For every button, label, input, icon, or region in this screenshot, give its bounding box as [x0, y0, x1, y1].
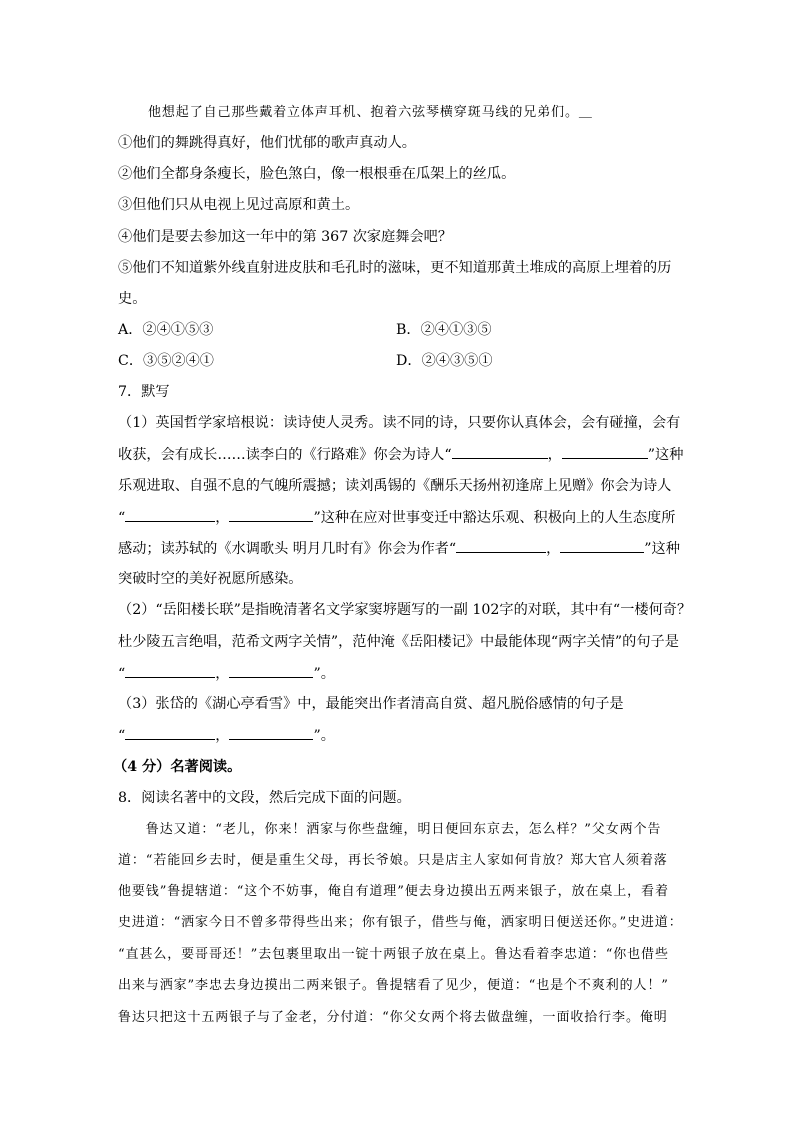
- q7-part3-line2: [118, 725, 678, 746]
- option-a: A．②④①⑤③: [118, 322, 214, 338]
- passage-line-4: 史进道：“洒家今日不曾多带得些出来；你有银子，借些与俺，洒家明日便送还你。”史进道：: [118, 915, 683, 930]
- q7-part1-line2: [118, 444, 684, 465]
- comma: ，: [215, 728, 230, 744]
- q7-part1-line2-end: ”这种: [647, 447, 684, 463]
- passage-line-5: “直甚么，要哥哥还！”去包裹里取出一锭十两银子放在桌上。鲁达看着李忠道：“你也借些: [118, 947, 669, 962]
- sentence-1: ①他们的舞跳得真好，他们忧郁的歌声真动人。: [118, 135, 416, 151]
- open-quote: “: [118, 510, 126, 526]
- q7-part1-line3: 乐观进取、自强不息的气魄所震撼；读刘禹锡的《酬乐天扬州初逢席上见赠》你会为诗人: [118, 478, 672, 494]
- q7-part1-line2-text: 收获，会有成长……读李白的《行路难》你会为诗人“: [118, 447, 452, 463]
- close-quote: ”。: [313, 666, 335, 682]
- open-quote: “: [118, 666, 126, 682]
- answer-blank[interactable]: [456, 538, 546, 553]
- comma: ，: [547, 447, 562, 463]
- question-7-title: 7．默写: [118, 384, 170, 400]
- section-heading: （4 分）名著阅读。: [113, 759, 242, 775]
- comma: ，: [546, 541, 561, 557]
- answer-blank[interactable]: [452, 444, 548, 459]
- answer-blank[interactable]: [562, 444, 648, 459]
- answer-blank[interactable]: [125, 663, 215, 678]
- sentence-3: ③但他们只从电视上见过高原和黄土。: [118, 197, 360, 213]
- answer-blank[interactable]: [229, 725, 313, 740]
- q7-part1-line6: 突破时空的美好祝愿所感染。: [118, 571, 303, 587]
- answer-blank[interactable]: [560, 538, 644, 553]
- q7-part1-line4-end: ”这种在应对世事变迁中豁达乐观、积极向上的人生态度所: [313, 510, 676, 526]
- intro-sentence: 他想起了自己那些戴着立体声耳机、抱着六弦琴横穿斑马线的兄弟们。＿: [148, 105, 593, 120]
- q7-part3-line1: （3）张岱的《湖心亭看雪》中，最能突出作者清高自赏、超凡脱俗感情的句子是: [118, 696, 624, 712]
- comma: ，: [215, 666, 230, 682]
- q7-part2-line2: 杜少陵五言绝唱，范希文两字关情”，范仲淹《岳阳楼记》中最能体现“两字关情”的句子是: [118, 634, 679, 650]
- sentence-4: ④他们是要去参加这一年中的第 367 次家庭舞会吧？: [118, 229, 453, 245]
- option-c: C．③⑤②④①: [118, 353, 214, 369]
- q7-part1-line5: [118, 538, 678, 559]
- passage-line-3: 他要钱”鲁提辖道：“这个不妨事，俺自有道理”便去身边摸出五两来银子，放在桌上，看着: [118, 884, 669, 899]
- question-8-title: 8．阅读名著中的文段，然后完成下面的问题。: [118, 790, 411, 806]
- passage-line-6: 出来与洒家”李忠去身边摸出二两来银子。鲁提辖看了见少，便道：“也是个不爽利的人！”: [118, 978, 669, 993]
- passage-line-7: 鲁达只把这十五两银子与了金老，分付道：“你父女两个将去做盘缠，一面收拾行李。俺明: [118, 1010, 668, 1025]
- q7-part1-line5-end: ”这种: [644, 541, 680, 557]
- open-quote: “: [118, 728, 126, 744]
- q7-part1-line4: [118, 507, 678, 528]
- comma: ，: [215, 510, 230, 526]
- sentence-2: ②他们全都身条瘦长，脸色煞白，像一根根垂在瓜架上的丝瓜。: [118, 166, 516, 182]
- q7-part2-line1: （2）“岳阳楼长联”是指晚清著名文学家窦垿题写的一副 102字的对联，其中有“一楼何奇？: [118, 602, 692, 618]
- close-quote: ”。: [313, 728, 335, 744]
- answer-blank[interactable]: [125, 725, 215, 740]
- passage-line-1: 鲁达又道：“老儿，你来！洒家与你些盘缠，明日便回东京去，怎么样？”父女两个告: [118, 822, 662, 837]
- option-d: D．②④③⑤①: [396, 353, 493, 369]
- answer-blank[interactable]: [229, 663, 313, 678]
- answer-blank[interactable]: [229, 507, 313, 522]
- q7-part2-line3: [118, 663, 678, 684]
- sentence-5: ⑤他们不知道紫外线直射进皮肤和毛孔时的滋味，更不知道那黄土堆成的高原上埋着的历: [118, 260, 672, 276]
- option-b: B．②④①③⑤: [396, 322, 492, 338]
- answer-blank[interactable]: [125, 507, 215, 522]
- passage-line-2: 道：“若能回乡去时，便是重生父母，再长爷娘。只是店主人家如何肯放？郑大官人须着落: [118, 853, 668, 868]
- q7-part1-line5-text: 感动；读苏轼的《水调歌头 明月几时有》你会为作者“: [118, 541, 457, 557]
- q7-part1-line1: （1）英国哲学家培根说：读诗使人灵秀。读不同的诗，只要你认真体会，会有碰撞，会有: [118, 415, 681, 431]
- sentence-5-cont: 史。: [118, 291, 147, 307]
